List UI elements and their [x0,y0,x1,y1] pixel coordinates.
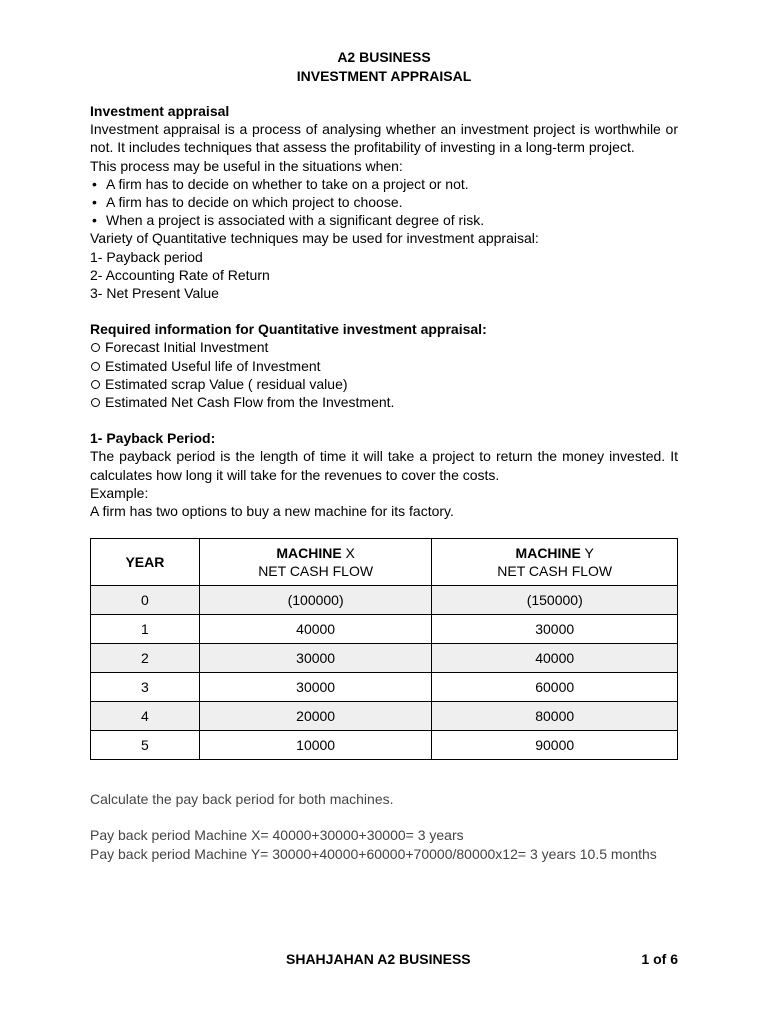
cell-machine-x: (100000) [199,586,432,615]
cell-machine-x: 20000 [199,702,432,731]
footer-title: SHAHJAHAN A2 BUSINESS [286,951,471,967]
section-heading-payback: 1- Payback Period: [90,430,216,447]
cash-flow-table [90,538,678,760]
calc-answer-x: Pay back period Machine X= 40000+30000+30000= 3 years [90,827,464,844]
payback-paragraph: The payback period is the length of time it will take a project to return the money invested. It calculates how long it will take for the revenues to cover the costs. [90,448,678,483]
list-item: Estimated Net Cash Flow from the Investment. [90,393,678,411]
list-item: • When a project is associated with a significant degree of risk. [92,212,485,229]
section-heading-investment-appraisal: Investment appraisal [90,103,230,119]
technique-item: 3- Net Present Value [90,285,219,302]
cell-year: 4 [91,702,200,731]
technique-item: 2- Accounting Rate of Return [90,266,270,283]
bullet-icon: • [92,194,97,211]
table-row [91,731,678,760]
doc-title-line2: INVESTMENT APPRAISAL [296,68,472,84]
calc-answer-y: Pay back period Machine Y= 30000+40000+60000+70000/80000x12= 3 years 10.5 months [90,845,657,862]
list-item: Estimated Useful life of Investment [90,357,678,375]
cell-machine-x: 30000 [199,673,432,702]
circle-bullet-icon [91,362,100,371]
bullet-icon: • [92,175,97,192]
circle-bullet-icon [91,343,100,352]
cell-year: 3 [91,673,200,702]
table-header-row [91,539,678,586]
cell-machine-x: 10000 [199,731,432,760]
cell-year: 1 [91,615,200,644]
table-row [91,615,678,644]
cell-year: 5 [91,731,200,760]
table-row [91,673,678,702]
header-machine-y: MACHINE Y NET CASH FLOW [432,539,678,586]
cell-machine-y: 40000 [432,644,678,673]
page-number: 1 of 6 [641,951,678,967]
situations-list [90,175,678,230]
cell-machine-y: 90000 [432,731,678,760]
techniques-lead: Variety of Quantitative techniques may be used for investment appraisal: [90,230,539,247]
section-heading-required-info: Required information for Quantitative investment appraisal: [90,321,487,338]
table-row [91,586,678,615]
table-row [91,644,678,673]
document-page [90,48,678,863]
cell-year: 0 [91,586,200,615]
list-item: • A firm has to decide on whether to take on a project or not. [92,175,469,192]
cell-machine-y: 30000 [432,615,678,644]
cell-machine-x: 40000 [199,615,432,644]
calc-question: Calculate the pay back period for both machines. [90,791,394,808]
circle-bullet-icon [91,398,100,407]
intro-paragraph: Investment appraisal is a process of analysing whether an investment project is worthwhile or not. It includes techniques that assess the profitability of investing in a long-term project. [90,121,678,156]
cell-machine-y: (150000) [432,586,678,615]
cell-machine-x: 30000 [199,644,432,673]
bullet-icon: • [92,212,97,229]
list-item: Estimated scrap Value ( residual value) [90,375,678,393]
cell-machine-y: 80000 [432,702,678,731]
example-label: Example: [90,484,149,501]
doc-title-line1: A2 BUSINESS [337,49,431,65]
list-item: • A firm has to decide on which project to choose. [92,194,403,211]
example-text: A firm has two options to buy a new machine for its factory. [90,503,454,520]
header-machine-x: MACHINE X NET CASH FLOW [199,539,432,586]
cell-machine-y: 60000 [432,673,678,702]
header-year: YEAR [91,539,200,586]
required-info-list [90,338,678,411]
cell-year: 2 [91,644,200,673]
technique-item: 1- Payback period [90,248,203,265]
situations-lead: This process may be useful in the situations when: [90,157,403,174]
circle-bullet-icon [91,380,100,389]
list-item: Forecast Initial Investment [90,338,678,356]
table-row [91,702,678,731]
